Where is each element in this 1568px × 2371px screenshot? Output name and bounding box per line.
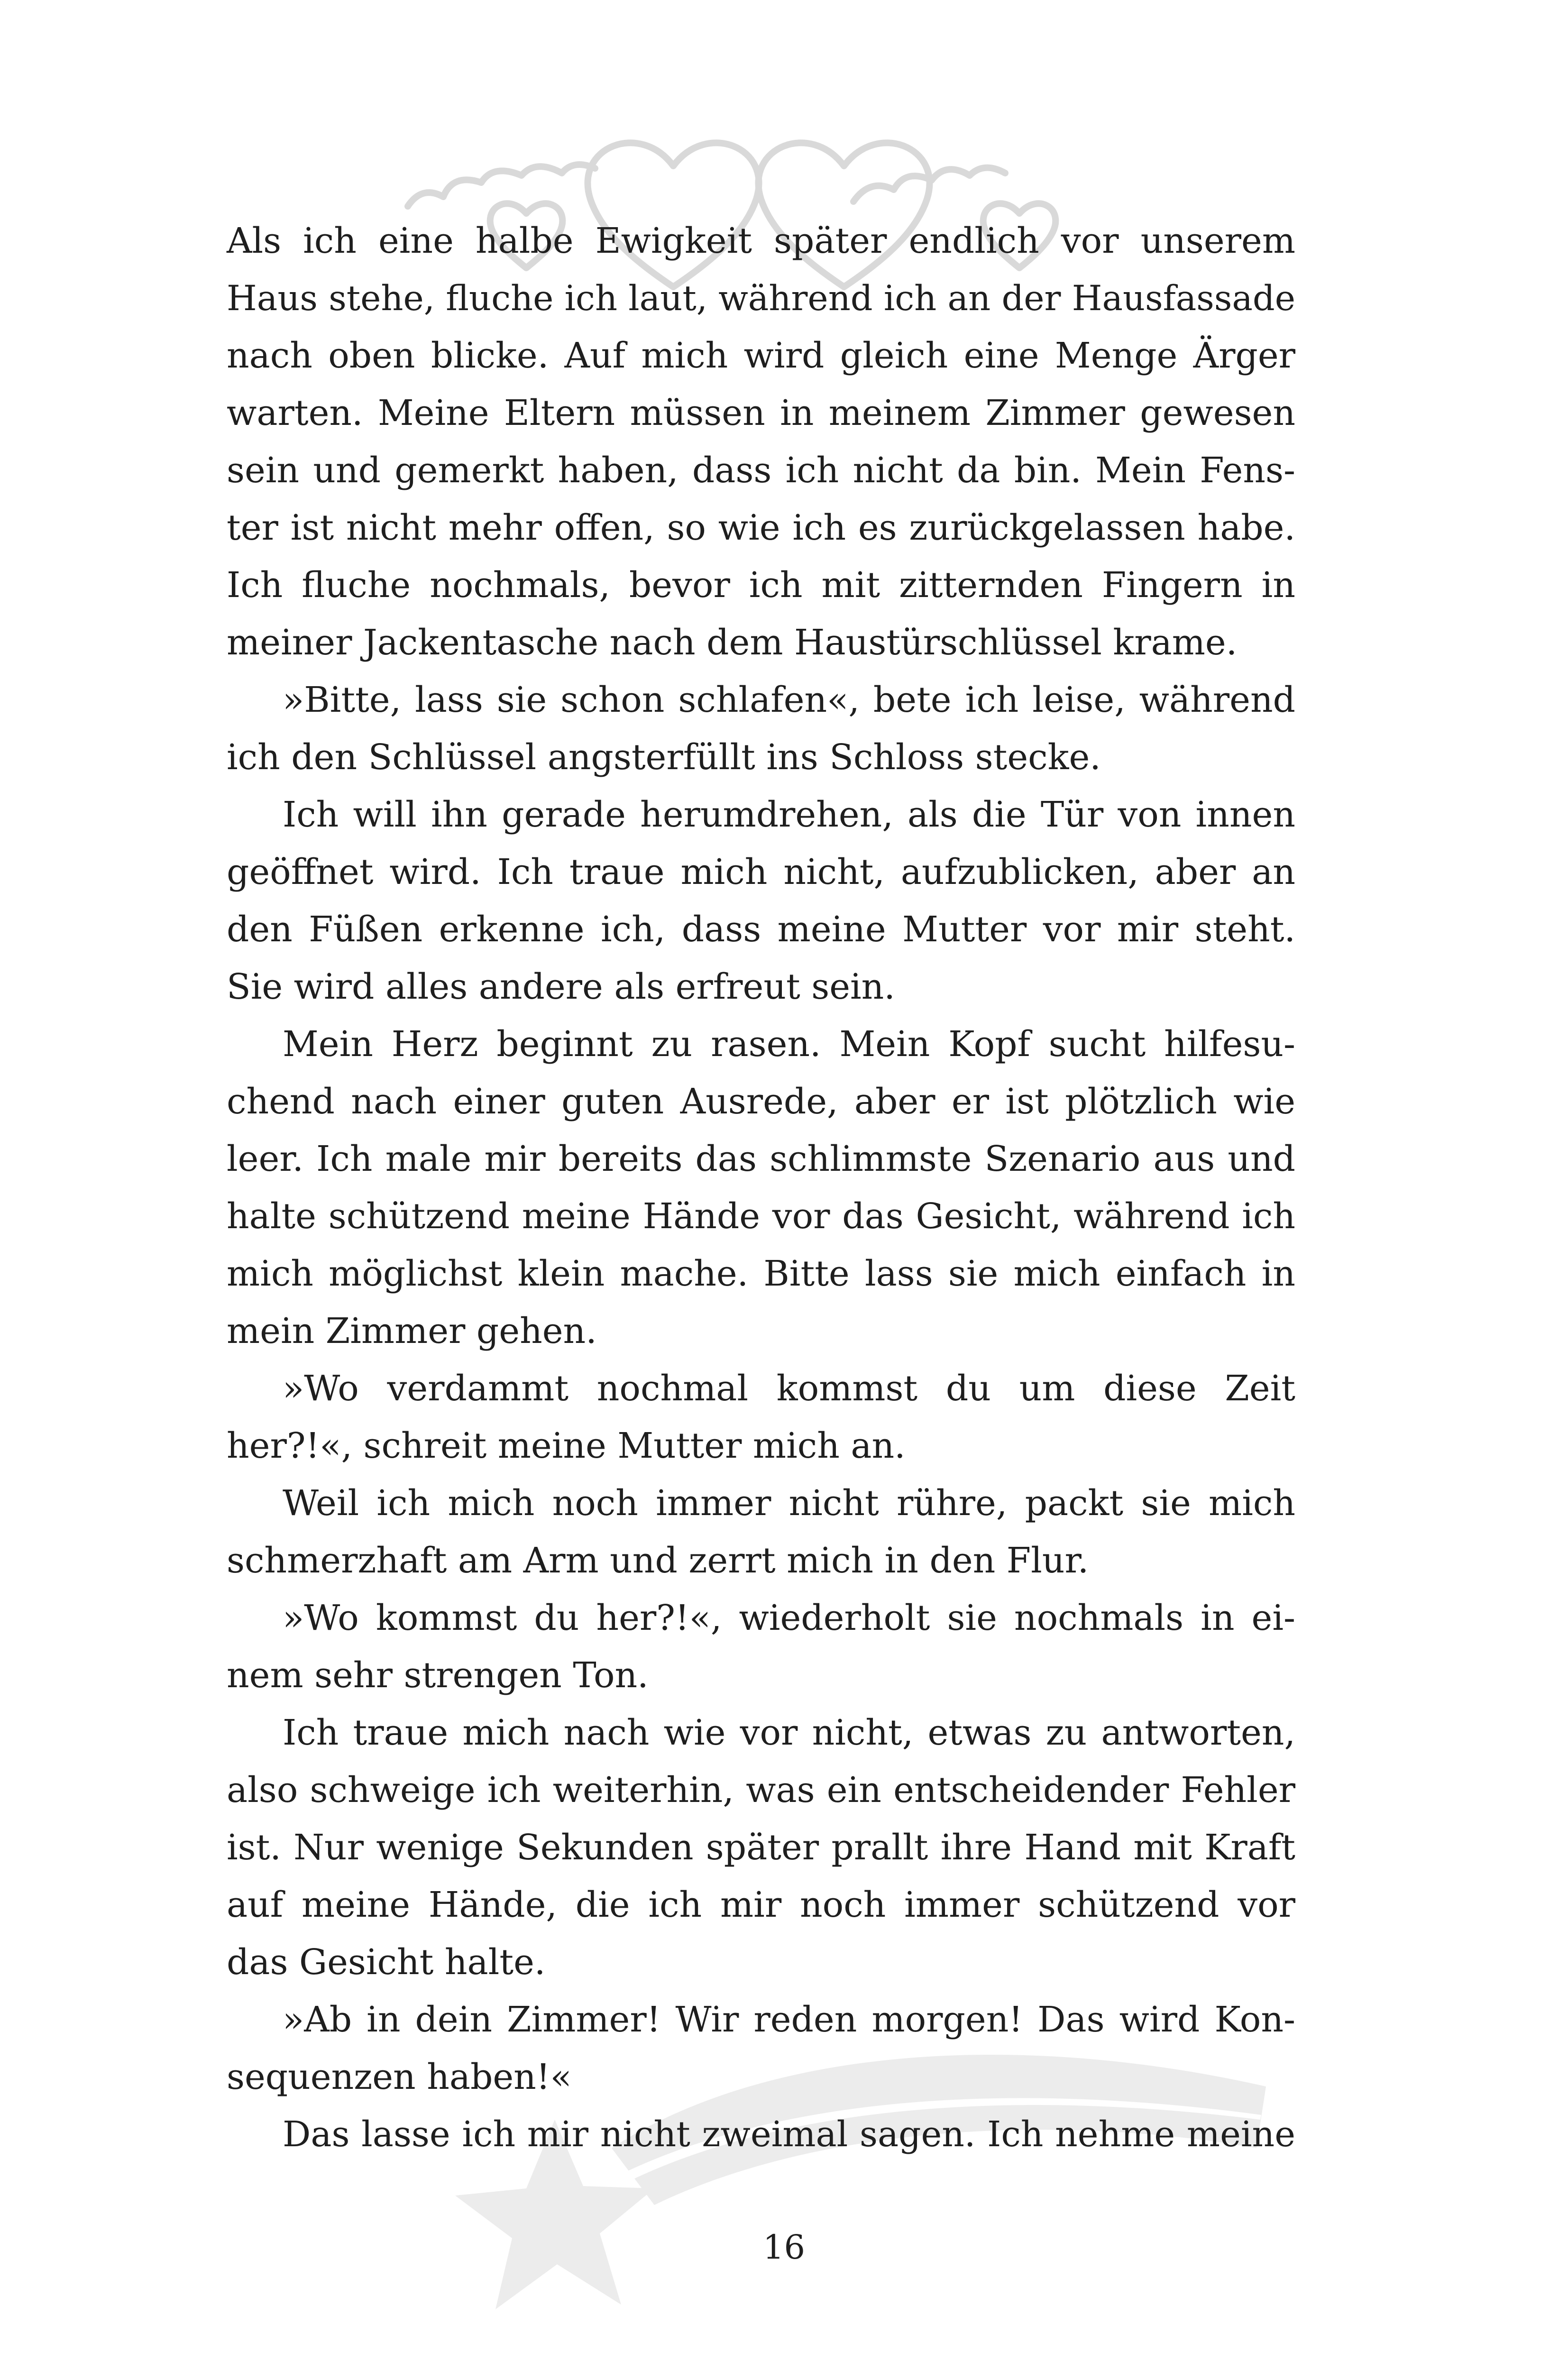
text-line: das Gesicht halte. bbox=[227, 1942, 546, 1983]
text-line: Sie wird alles andere als erfreut sein. bbox=[227, 966, 895, 1007]
text-line: nem sehr strengen Ton. bbox=[227, 1655, 649, 1696]
paragraph-7 bbox=[227, 1590, 1295, 1704]
paragraph-5 bbox=[227, 1360, 1295, 1475]
text-line: ter ist nicht mehr offen, so wie ich es zurückgelassen habe. bbox=[227, 507, 1295, 548]
text-line: »Ab in dein Zimmer! Wir reden morgen! Das wird Kon- bbox=[283, 1999, 1295, 2040]
text-line: halte schützend meine Hände vor das Gesicht, während ich bbox=[227, 1196, 1295, 1237]
text-line: auf meine Hände, die ich mir noch immer schützend vor bbox=[227, 1884, 1295, 1925]
text-line: leer. Ich male mir bereits das schlimmste Szenario aus und bbox=[227, 1139, 1295, 1179]
text-line: meiner Jackentasche nach dem Haustürschlüssel krame. bbox=[227, 622, 1238, 663]
text-line: Als ich eine halbe Ewigkeit später endlich vor unserem bbox=[227, 221, 1295, 261]
paragraph-8 bbox=[227, 1704, 1295, 1991]
text-line: ich den Schlüssel angsterfüllt ins Schloss stecke. bbox=[227, 737, 1101, 778]
text-line: »Wo verdammt nochmal kommst du um diese Zeit bbox=[283, 1368, 1295, 1409]
text-line: Weil ich mich noch immer nicht rühre, packt sie mich bbox=[283, 1483, 1295, 1524]
text-line: sein und gemerkt haben, dass ich nicht da bin. Mein Fens- bbox=[227, 450, 1295, 491]
text-line: »Bitte, lass sie schon schlafen«, bete ich leise, während bbox=[283, 680, 1295, 720]
paragraph-2 bbox=[227, 671, 1295, 786]
text-line: also schweige ich weiterhin, was ein entscheidender Fehler bbox=[227, 1770, 1295, 1810]
text-line: »Wo kommst du her?!«, wiederholt sie nochmals in ei- bbox=[283, 1598, 1295, 1638]
text-line: Mein Herz beginnt zu rasen. Mein Kopf sucht hilfesu- bbox=[283, 1024, 1295, 1065]
page-number: 16 bbox=[762, 2228, 806, 2267]
text-line: mich möglichst klein mache. Bitte lass sie mich einfach in bbox=[227, 1253, 1295, 1294]
text-line: ist. Nur wenige Sekunden später prallt ihre Hand mit Kraft bbox=[227, 1827, 1295, 1868]
text-line: geöffnet wird. Ich traue mich nicht, aufzublicken, aber an bbox=[227, 852, 1295, 892]
paragraph-4 bbox=[227, 1016, 1295, 1360]
text-line: den Füßen erkenne ich, dass meine Mutter vor mir steht. bbox=[227, 909, 1295, 950]
paragraph-6 bbox=[227, 1475, 1295, 1590]
text-line: Das lasse ich mir nicht zweimal sagen. Ich nehme meine bbox=[283, 2114, 1295, 2155]
text-line: nach oben blicke. Auf mich wird gleich eine Menge Ärger bbox=[227, 335, 1295, 376]
paragraph-1 bbox=[227, 212, 1295, 671]
text-line: sequenzen haben!« bbox=[227, 2057, 572, 2097]
text-line: Ich traue mich nach wie vor nicht, etwas zu antworten, bbox=[283, 1712, 1295, 1753]
text-line: Haus stehe, fluche ich laut, während ich an der Hausfassade bbox=[227, 278, 1295, 319]
text-line: Ich will ihn gerade herumdrehen, als die Tür von innen bbox=[283, 794, 1295, 835]
text-line: warten. Meine Eltern müssen in meinem Zimmer gewesen bbox=[227, 393, 1295, 433]
text-line: her?!«, schreit meine Mutter mich an. bbox=[227, 1425, 906, 1466]
book-text-block bbox=[227, 212, 1295, 2163]
text-line: chend nach einer guten Ausrede, aber er ist plötzlich wie bbox=[227, 1081, 1295, 1122]
paragraph-3 bbox=[227, 786, 1295, 1016]
text-line: mein Zimmer gehen. bbox=[227, 1311, 597, 1351]
text-line: Ich fluche nochmals, bevor ich mit zitternden Fingern in bbox=[227, 565, 1295, 606]
text-line: schmerzhaft am Arm und zerrt mich in den Flur. bbox=[227, 1540, 1089, 1581]
paragraph-9 bbox=[227, 1991, 1295, 2106]
paragraph-10 bbox=[227, 2106, 1295, 2163]
